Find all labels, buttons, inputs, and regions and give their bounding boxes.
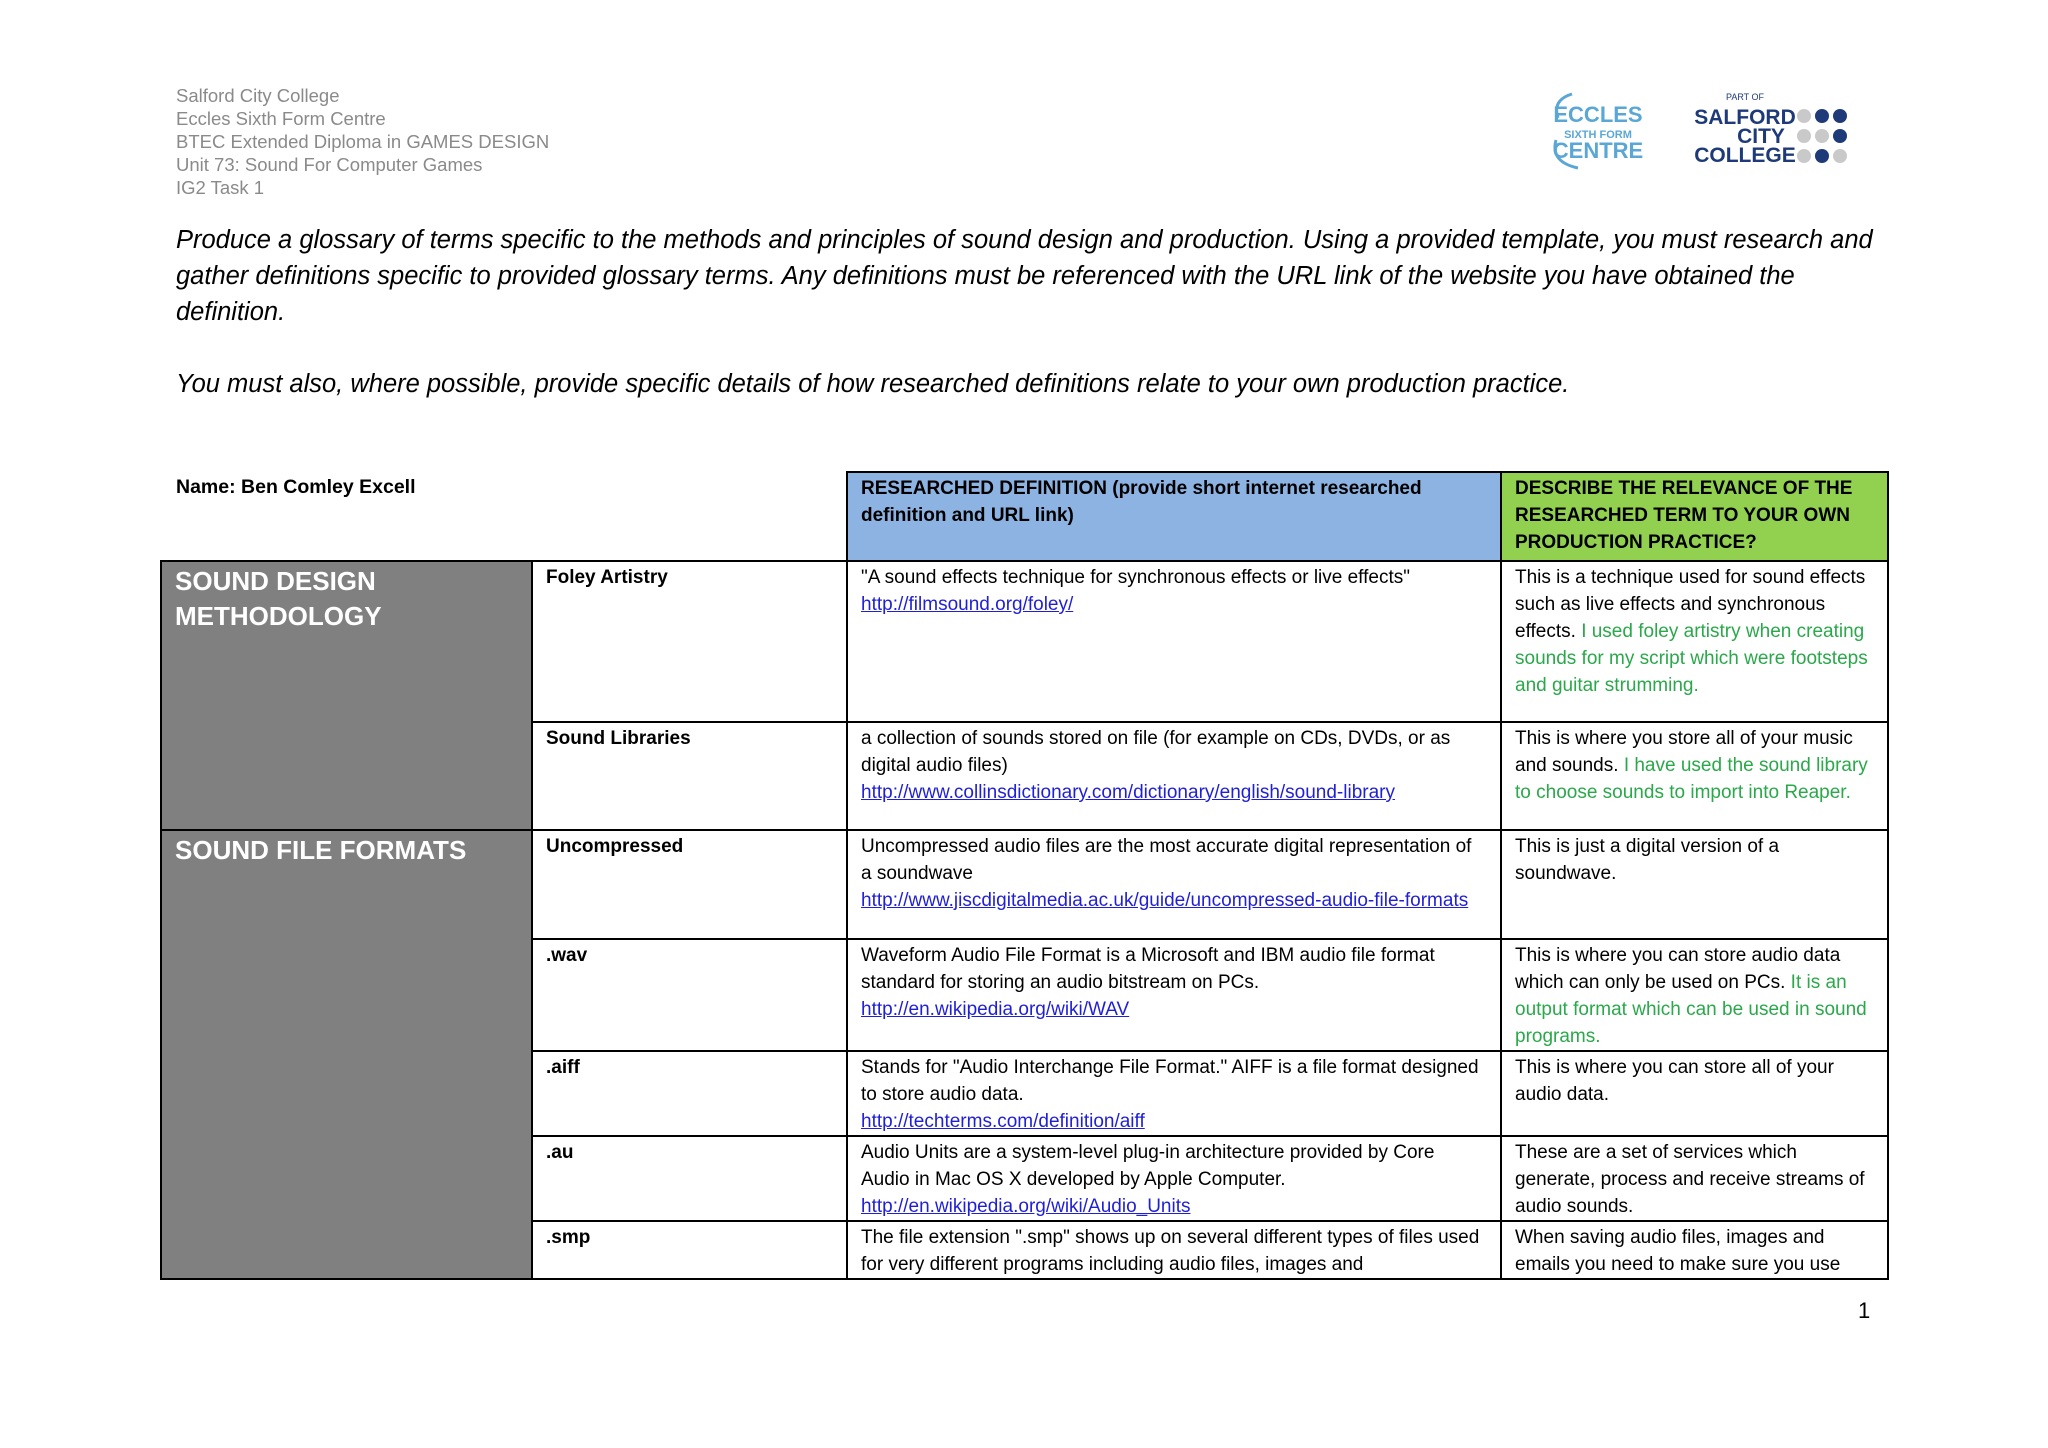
eccles-centre-logo (1553, 94, 1643, 168)
relevance-column-header: DESCRIBE THE RELEVANCE OF THE RESEARCHED TERM TO YOUR OWN PRODUCTION PRACTICE? (1501, 472, 1888, 561)
salford-logo-line-1: PART OF (1725, 92, 1765, 102)
header-line-unit: Unit 73: Sound For Computer Games (176, 154, 483, 175)
salford-logo-line-2: SALFORD (1694, 106, 1796, 129)
eccles-logo-line-1: ECCLES (1553, 102, 1643, 127)
definition-text: The file extension ".smp" shows up on several different types of files used for very different programs including audio files, images and (861, 1227, 1480, 1275)
header-line-centre: Eccles Sixth Form Centre (176, 108, 386, 129)
relevance-text: This is where you can store audio data which can only be used on PCs. (1515, 945, 1841, 993)
definition-cell (847, 1136, 1501, 1221)
task-instructions (176, 222, 1876, 402)
term-cell: Uncompressed (532, 830, 847, 939)
relevance-cell (1501, 1136, 1888, 1221)
relevance-text: This is where you store all of your music and sounds. (1515, 728, 1853, 776)
salford-logo-dots (1797, 109, 1847, 163)
definition-cell (847, 1051, 1501, 1136)
salford-logo-line-4: COLLEGE (1694, 144, 1796, 167)
document-header (176, 84, 549, 199)
term-cell: Foley Artistry (532, 561, 847, 722)
practice-text: I have used the sound library to choose sounds to import into Reaper. (1515, 755, 1868, 803)
relevance-text: This is just a digital version of a soundwave. (1515, 836, 1780, 884)
definition-link[interactable]: http://www.collinsdictionary.com/dictionary/english/sound-library (861, 782, 1395, 803)
relevance-cell (1501, 939, 1888, 1051)
definition-link[interactable]: http://en.wikipedia.org/wiki/WAV (861, 999, 1130, 1020)
category-sound-design-methodology: SOUND DESIGN METHODOLOGY (161, 561, 532, 830)
relevance-cell (1501, 1221, 1888, 1279)
definition-link[interactable]: http://filmsound.org/foley/ (861, 594, 1074, 615)
term-cell: .au (532, 1136, 847, 1221)
definition-text: Audio Units are a system-level plug-in architecture provided by Core Audio in Mac OS X developed by Apple Computer. (861, 1142, 1435, 1190)
definition-text: Uncompressed audio files are the most accurate digital representation of a soundwave (861, 836, 1472, 884)
salford-city-college-logo (1694, 92, 1847, 167)
relevance-text: These are a set of services which generate, process and receive streams of audio sounds. (1515, 1142, 1865, 1217)
relevance-text: This is where you can store all of your audio data. (1515, 1057, 1834, 1105)
definition-cell (847, 939, 1501, 1051)
college-logos (1548, 88, 1880, 176)
instructions-paragraph-1: Produce a glossary of terms specific to the methods and principles of sound design and production. Using a provided template, you must research and gather definitions specific to provided glossary terms. Any definitions must be referenced with the URL link of the website you have obtained the definition. (176, 226, 1873, 326)
relevance-text: This is a technique used for sound effects such as live effects and synchronous effects. (1515, 567, 1866, 642)
term-cell: Sound Libraries (532, 722, 847, 830)
definition-text: a collection of sounds stored on file (for example on CDs, DVDs, or as digital audio files) (861, 728, 1451, 776)
relevance-cell (1501, 722, 1888, 830)
definition-text: "A sound effects technique for synchronous effects or live effects" (861, 567, 1410, 588)
relevance-text: When saving audio files, images and emails you need to make sure you use (1515, 1227, 1841, 1275)
definition-cell (847, 830, 1501, 939)
practice-text: It is an output format which can be used in sound programs. (1515, 972, 1867, 1047)
header-line-college: Salford City College (176, 85, 340, 106)
term-cell: .wav (532, 939, 847, 1051)
relevance-cell (1501, 830, 1888, 939)
header-line-task: IG2 Task 1 (176, 177, 265, 198)
definition-link[interactable]: http://www.jiscdigitalmedia.ac.uk/guide/uncompressed-audio-file-formats (861, 890, 1469, 911)
definition-text: Stands for "Audio Interchange File Format." AIFF is a file format designed to store audio data. (861, 1057, 1479, 1105)
definition-cell (847, 561, 1501, 722)
table-header-row (161, 472, 1888, 561)
definition-link[interactable]: http://techterms.com/definition/aiff (861, 1111, 1145, 1132)
term-cell: .smp (532, 1221, 847, 1279)
relevance-cell (1501, 561, 1888, 722)
glossary-table (160, 471, 1889, 1280)
eccles-logo-line-3: CENTRE (1552, 138, 1644, 163)
eccles-logo-line-2: SIXTH FORM (1564, 129, 1632, 141)
table-row (161, 561, 1888, 722)
category-sound-file-formats: SOUND FILE FORMATS (161, 830, 532, 1279)
table-row (161, 830, 1888, 939)
practice-text: I used foley artistry when creating sounds for my script which were footsteps and guitar strumming. (1515, 621, 1868, 696)
definition-cell (847, 1221, 1501, 1279)
definition-text: Waveform Audio File Format is a Microsoft and IBM audio file format standard for storing an audio bitstream on PCs. (861, 945, 1435, 993)
salford-logo-line-3: CITY (1737, 125, 1785, 148)
instructions-paragraph-2: You must also, where possible, provide specific details of how researched definitions relate to your own production practice. (176, 370, 1570, 398)
definition-link[interactable]: http://en.wikipedia.org/wiki/Audio_Units (861, 1196, 1191, 1217)
term-cell: .aiff (532, 1051, 847, 1136)
header-line-course: BTEC Extended Diploma in GAMES DESIGN (176, 131, 550, 152)
definition-column-header: RESEARCHED DEFINITION (provide short internet researched definition and URL link) (847, 472, 1501, 561)
relevance-cell (1501, 1051, 1888, 1136)
definition-cell (847, 722, 1501, 830)
page-number: 1 (1858, 1298, 1871, 1323)
student-name: Name: Ben Comley Excell (176, 476, 416, 498)
